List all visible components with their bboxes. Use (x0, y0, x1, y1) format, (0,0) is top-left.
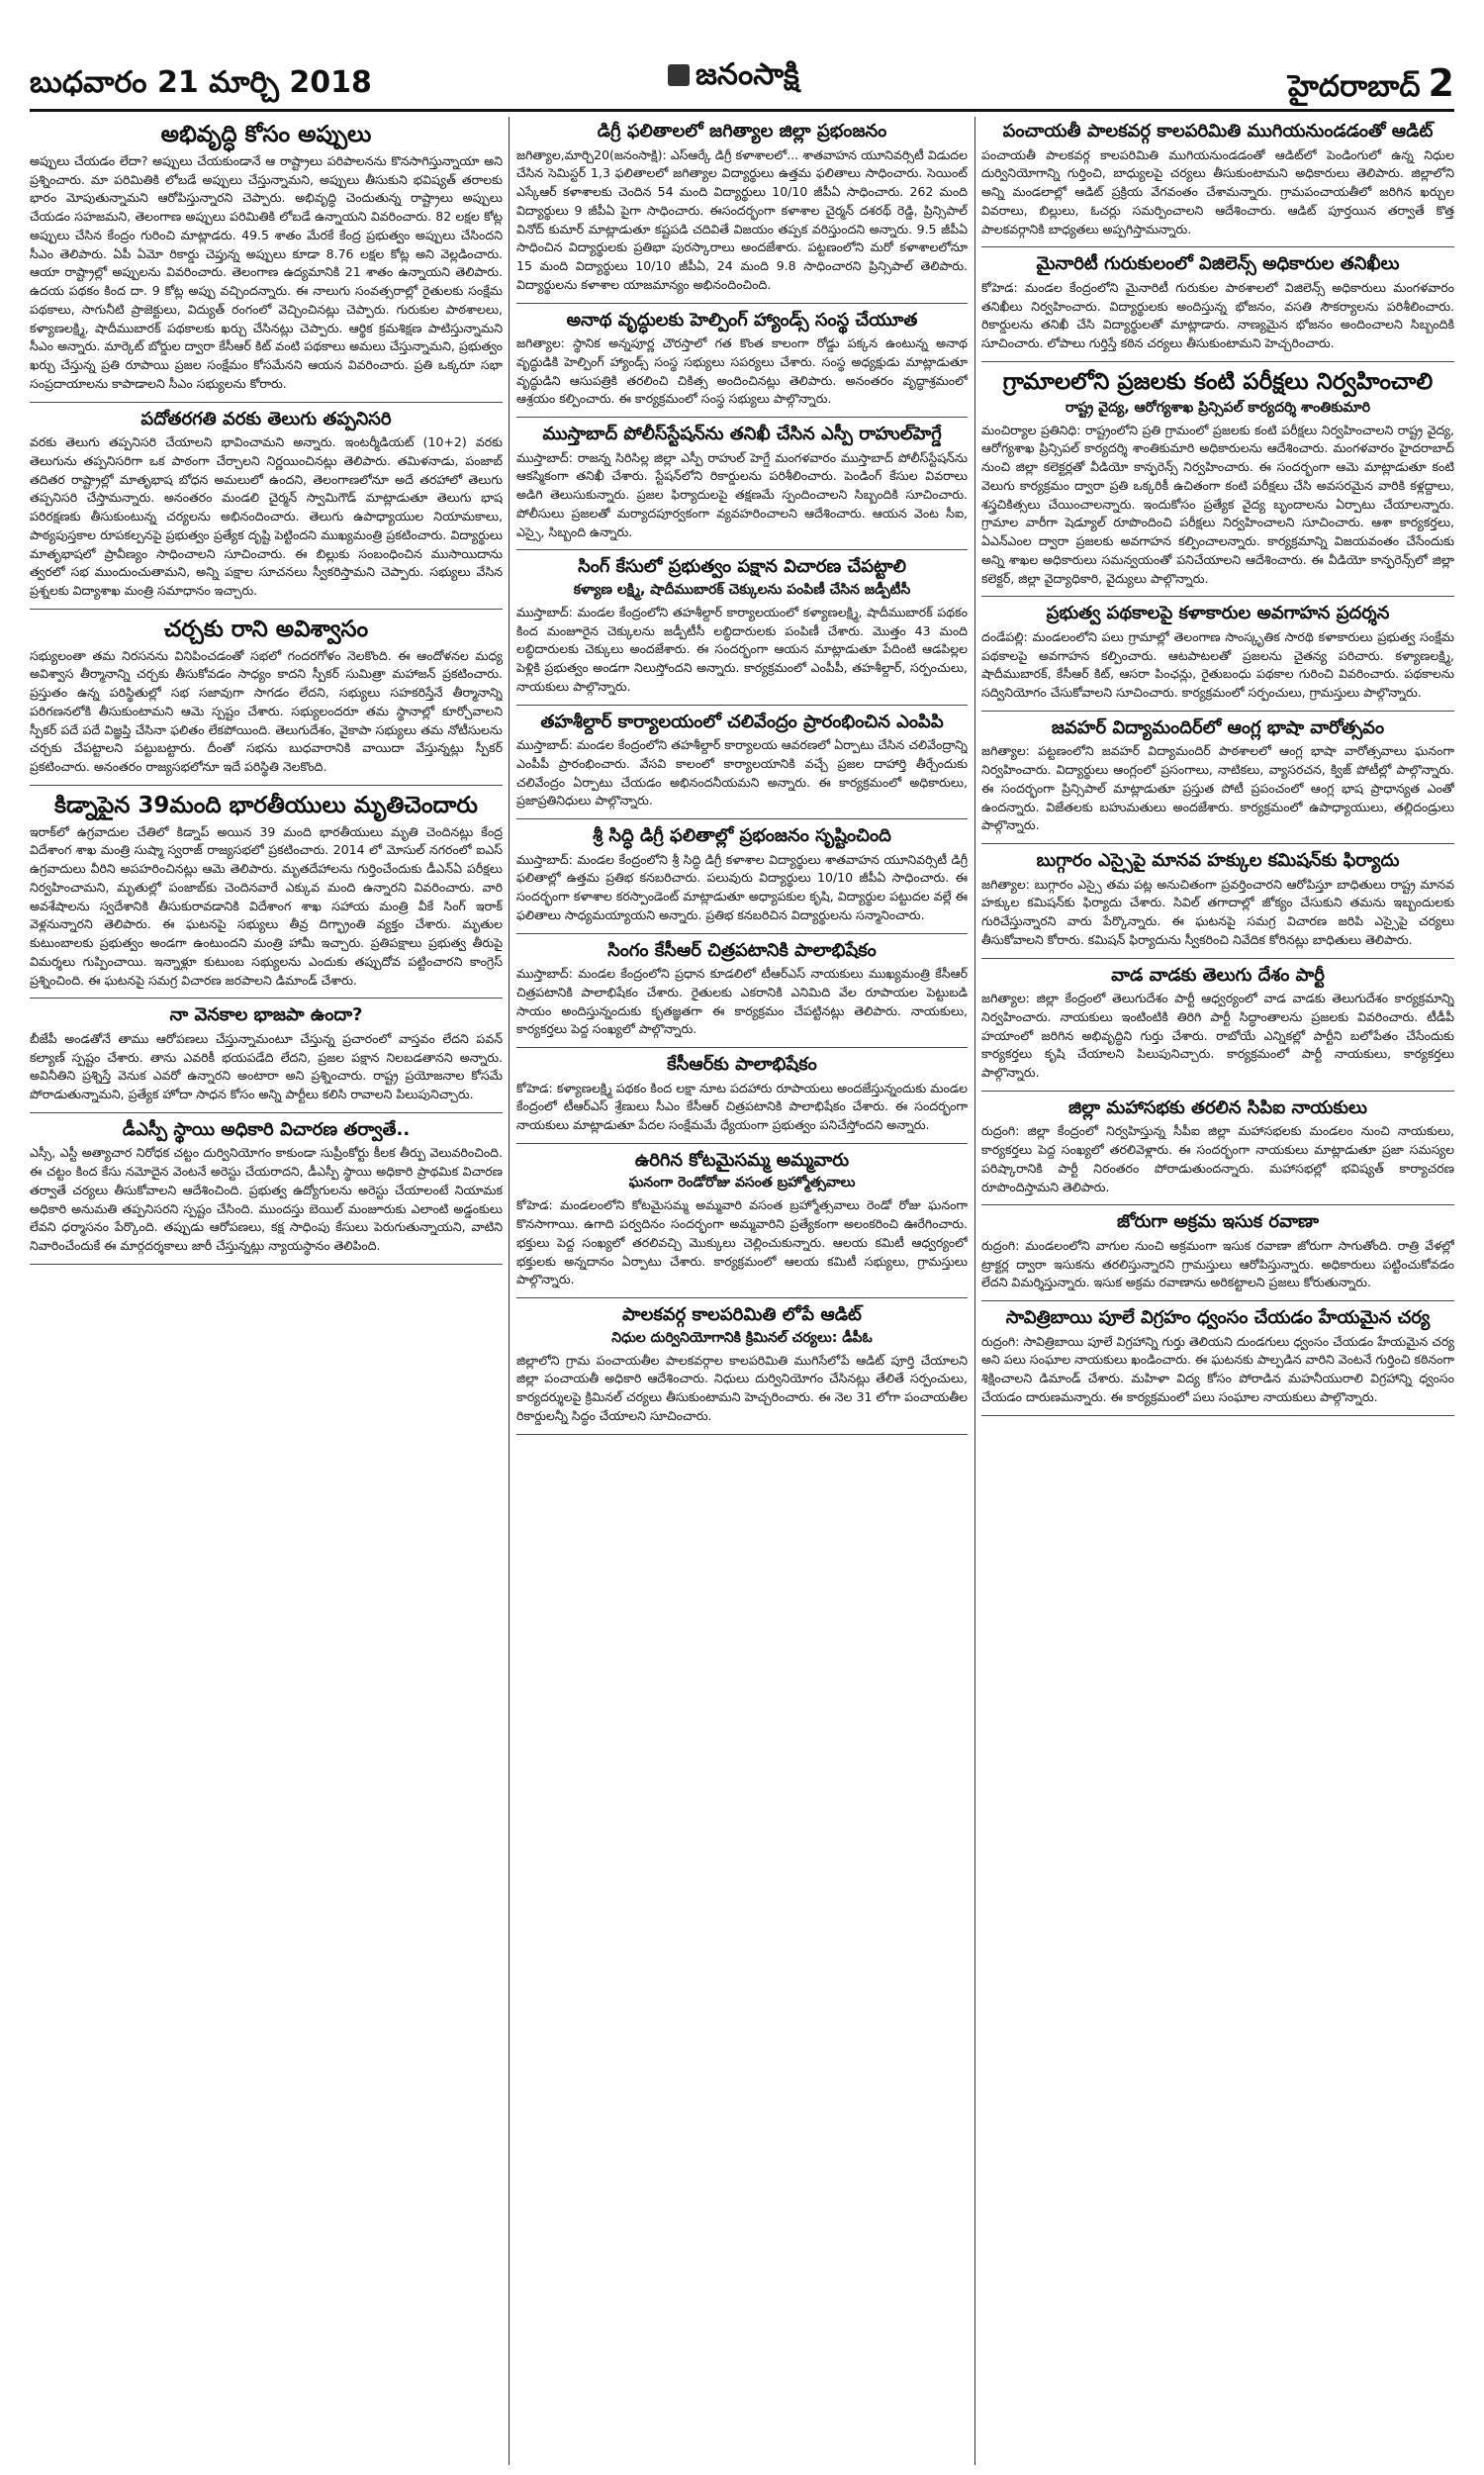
city-name: హైదరాబాద్ (1287, 69, 1421, 104)
article-body: సభ్యులంతా తమ నిరసనను వినిపించడంతో సభలో గందరగోళం నెలకొంది. ఈ ఆందోళనల మధ్య అవిశ్వాస తీర్మానాన్ని చర్చకు తీసుకోవడం సాధ్యం కాదని స్పీకర్ సుమిత్రా మహాజన్ ప్రకటించారు. ప్రస్తుతం ఉన్న పరిస్థితుల్లో సభ సజావుగా సాగడం లేదని, సభ్యులు సహకరిస్తేనే తీర్మానాన్ని పరిగణనలోకి తీసుకుంటామని ఆమె స్పష్టం చేశారు. సభ్యులందరూ తమ స్థానాల్లో కూర్చోవాలని స్పీకర్ పదే పదే విజ్ఞప్తి చేసినా ఫలితం లేకపోయింది. తెలుగుదేశం, వైకాపా సభ్యులు తమ నోటీసులను చర్చకు చేపట్టాలని పట్టుబట్టారు. దీంతో సభను బుధవారానికి వాయిదా వేస్తున్నట్లు స్పీకర్ ప్రకటించారు. అనంతరం రాజ్యసభలోనూ ఇదే పరిస్థితి నెలకొంది. (30, 647, 503, 774)
news-article (30, 1119, 503, 1256)
article-subheadline: నిధుల దుర్వినియోగానికి క్రిమినల్ చర్యలు: డీపీఓ (611, 1329, 873, 1346)
article-headline: ఉరిగిన కోటమైసమ్మ అమ్మవారు (634, 1149, 850, 1171)
article-headline: ముస్తాబాద్ పోలీస్‌స్టేషన్‌ను తనిఖీ చేసిన ఎస్పీ రాహుల్‌హెగ్డే (542, 424, 942, 444)
paper-logo-icon (668, 64, 690, 86)
article-headline: ప్రభుత్వ పథకాలపై కళాకారుల అవగాహన ప్రదర్శన (1046, 603, 1390, 624)
news-article (30, 616, 503, 777)
article-headline: అభివృద్ధి కోసం అప్పులు (160, 122, 372, 147)
article-separator (981, 843, 1454, 844)
article-separator (30, 785, 503, 786)
article-body: కోహెడ: కళ్యాణలక్ష్మి పథకం కింద లక్షా నూట పదహారు రూపాయలు అందజేస్తున్నందుకు మండల కేంద్రంలో టీఆర్ఎస్ శ్రేణులు సీఎం కేసీఆర్ చిత్రపటానికి పాలాభిషేకం చేశారు. ఈ సందర్భంగా నాయకులు మాట్లాడుతూ పేదల సంక్షేమమే ధ్యేయంగా ప్రభుత్వం పనిచేస్తోందని అన్నారు. (516, 1080, 968, 1132)
news-article (516, 940, 968, 1040)
article-separator (981, 1300, 1454, 1301)
news-article (30, 1004, 503, 1104)
article-body: జగిత్యాల: బుగ్గారం ఎస్సై తమ పట్ల అనుచితంగా ప్రవర్తించారని ఆరోపిస్తూ బాధితులు రాష్ట్ర మానవ హక్కుల కమిషన్‌కు ఫిర్యాదు చేశారు. సివిల్ తగాదాల్లో జోక్యం చేసుకుని తమను ఇబ్బందులకు గురిచేస్తున్నారని వారు పేర్కొన్నారు. ఈ ఘటనపై సమగ్ర విచారణ జరిపి ఎస్సైపై చర్యలు తీసుకోవాలని కోరారు. కమిషన్ ఫిర్యాదును స్వీకరించి నివేదిక కోరినట్లు బాధితులు తెలిపారు. (981, 876, 1454, 947)
article-body: జగిత్యాల,మార్చి20(జనంసాక్షి): ఎస్ఆర్కే డిగ్రీ కళాశాలలో... శాతవాహన యూనివర్సిటీ విడుదల చేసిన సెమిస్టర్ 1,3 ఫలితాలలో జగిత్యాల విద్యార్థులు ఉత్తమ ఫలితాలు సాధించారు. సెయింట్ ఎస్కేఆర్ కళాశాలకు చెందిన 54 మంది విద్యార్థులు 10/10 జీపీఏ సాధించారు. 262 మంది విద్యార్థులు 9 జీపీఏ పైగా సాధించారు. ఈసందర్భంగా కళాశాల చైర్మన్ దశరథ్ రెడ్డి, ప్రిన్సిపాల్ వినోద్ కుమార్ మాట్లాడుతూ కష్టపడి చదివితే విజయం తప్పక వరిస్తుందని అన్నారు. 9.5 జీపీఏ సాధించిన విద్యార్థులకు ప్రతిభా పురస్కారాలు అందజేశారు. పట్టణంలోని మరో కళాశాలలోనూ 15 మంది విద్యార్థులు 10/10 జీపీఏ, 24 మంది 9.8 సాధించారని ప్రిన్సిపాల్ తెలిపారు. విద్యార్థులను కళాశాల యాజమాన్యం అభినందించింది. (516, 146, 968, 292)
article-headline: పంచాయతీ పాలకవర్గ కాలపరిమితి ముగియనుండడంతో ఆడిట్ (1002, 121, 1434, 142)
issue-date: బుధవారం 21 మార్చి 2018 (30, 65, 372, 100)
article-body: పంచాయతీ పాలకవర్గ కాలపరిమితి ముగియనుండడంతో ఆడిట్‌లో పెండింగులో ఉన్న నిధుల దుర్వినియోగాన్ని గుర్తించి, బాధ్యులపై చర్యలు తీసుకుంటామని అధికారులు తెలిపారు. జిల్లాలోని అన్ని మండలాల్లో ఆడిట్ ప్రక్రియ వేగవంతం చేశామన్నారు. గ్రామపంచాయతీలో జరిగిన ఖర్చుల వివరాలు, బిల్లులు, ఓచర్లు సమర్పించాలని ఆదేశించారు. ఆడిట్ పూర్తయిన తర్వాతే కొత్త పాలకవర్గానికి బాధ్యతలు అప్పగిస్తామన్నారు. (981, 146, 1454, 237)
article-headline: తహశీల్దార్ కార్యాలయంలో చలివేంద్రం ప్రారంభించిన ఎంపిపి (540, 711, 944, 732)
article-separator (981, 1204, 1454, 1205)
news-article (516, 1150, 968, 1289)
news-article (516, 1054, 968, 1135)
page-number: 2 (1428, 61, 1454, 105)
news-article (516, 1304, 968, 1426)
article-body: జగిత్యాల: జిల్లా కేంద్రంలో తెలుగుదేశం పార్టీ ఆధ్వర్యంలో వాడ వాడకు తెలుగుదేశం కార్యక్రమాన్ని నిర్వహించారు. నాయకులు ఇంటింటికి తిరిగి పార్టీ సిద్ధాంతాలను ప్రజలకు వివరించారు. టీడీపీ హయాంలో జరిగిన అభివృద్ధిని గుర్తు చేశారు. రాబోయే ఎన్నికల్లో పార్టీని బలోపేతం చేసేందుకు కార్యకర్తలు కృషి చేయాలని పిలుపునిచ్చారు. కార్యక్రమంలో పార్టీ నాయకులు, కార్యకర్తలు పాల్గొన్నారు. (981, 991, 1454, 1080)
article-separator (981, 1415, 1454, 1416)
article-body: ఎస్సీ, ఎస్టీ అత్యాచార నిరోధక చట్టం దుర్వినియోగం కాకుండా సుప్రీంకోర్టు కీలక తీర్పు వెలువరించింది. ఈ చట్టం కింద కేసు నమోదైన వెంటనే అరెస్టు చేయరాదని, డీఎస్పీ స్థాయి అధికారి ప్రాథమిక విచారణ తర్వాతే చర్యలు తీసుకోవాలని ఆదేశించింది. ప్రభుత్వ ఉద్యోగులను అరెస్టు చేయాలంటే నియామక అధికారి అనుమతి తప్పనిసరని స్పష్టం చేసింది. ముందస్తు బెయిల్ మంజూరుకు ఎలాంటి అడ్డంకులు లేవని ధర్మాసనం పేర్కొంది. తప్పుడు ఆరోపణలు, కక్ష సాధింపు కేసులు పెరుగుతున్నాయని, వాటిని నివారించేందుకే ఈ మార్గదర్శకాలు జారీ చేస్తున్నట్లు న్యాయస్థానం తెలిపింది. (30, 1145, 503, 1253)
article-body: మంచిర్యాల ప్రతినిధి: రాష్ట్రంలోని ప్రతి గ్రామంలో ప్రజలకు కంటి పరీక్షలు నిర్వహించాలని రాష్ట్ర వైద్య, ఆరోగ్యశాఖ ప్రిన్సిపల్ కార్యదర్శి శాంతికుమారి అధికారులను ఆదేశించారు. మంగళవారం హైదరాబాద్ నుంచి జిల్లా కలెక్టర్లతో వీడియో కాన్ఫరెన్స్ నిర్వహించారు. ఈ సందర్భంగా ఆమె మాట్లాడుతూ కంటి వెలుగు కార్యక్రమం ద్వారా ప్రతి ఒక్కరికీ ఉచితంగా కంటి పరీక్షలు చేసి అవసరమైన వారికి కళ్లద్దాలు, శస్త్రచికిత్సలు చేయించాలన్నారు. ఇందుకోసం ప్రత్యేక వైద్య బృందాలను ఏర్పాటు చేయాలన్నారు. గ్రామాల వారీగా షెడ్యూల్ రూపొందించి పరీక్షలు నిర్వహించాలని సూచించారు. ఆశా కార్యకర్తలు, ఏఎన్ఎంల ద్వారా ప్రజలకు అవగాహన కల్పించాలన్నారు. కార్యక్రమాన్ని విజయవంతం చేసేందుకు అన్ని శాఖల అధికారులు సమన్వయంతో పనిచేయాలని ఆదేశించారు. ఈ వీడియో కాన్ఫరెన్స్‌లో జిల్లా కలెక్టర్, జిల్లా వైద్యాధికారి, వైద్యులు పాల్గొన్నారు. (981, 422, 1454, 586)
article-separator (516, 1047, 968, 1048)
article-body: వరకు తెలుగు తప్పనిసరి చేయాలని భావించామని అన్నారు. ఇంటర్మీడియట్ (10+2) వరకు తెలుగును తప్పనిసరిగా ఒక పాఠంగా చేర్చాలని నిర్ణయించినట్లు తెలిపారు. తమిళనాడు, పంజాబ్ తదితర రాష్ట్రాల్లో మాతృభాష బోధన అమలులో ఉందని, తెలంగాణలోనూ అదే తరహాలో తెలుగు తప్పనిసరి చేస్తామన్నారు. అనంతరం మండలి చైర్మన్ స్వామిగౌడ్ మాట్లాడుతూ తెలుగు భాష పరిరక్షణకు తీసుకుంటున్న చర్యలను అభినందించారు. తెలుగు ఉపాధ్యాయుల నియామకాలు, పాఠ్యపుస్తకాల రూపకల్పనపై ప్రభుత్వం ప్రత్యేక దృష్టి పెట్టిందని ముఖ్యమంత్రి ప్రకటించారు. విద్యార్థులు మాతృభాషలో ప్రావీణ్యం సాధించాలని సూచించారు. ఈ బిల్లుకు సంబంధించిన ముసాయిదాను త్వరలో సభ ముందుంచుతామని, అన్ని పక్షాల సూచనలు స్వీకరిస్తామని చెప్పారు. సభ్యులు వేసిన ప్రశ్నలకు విద్యాశాఖ మంత్రి సమాధానం ఇచ్చారు. (30, 434, 503, 598)
article-body: జగిత్యాల: స్థానిక అన్నపూర్ణ చౌరస్తాలో గత కొంత కాలంగా రోడ్డు పక్కన ఉంటున్న అనాథ వృద్ధుడికి హెల్పింగ్ హ్యాండ్స్ సంస్థ సభ్యులు సపర్యలు చేశారు. సంస్థ అధ్యక్షుడు మాట్లాడుతూ వృద్ధుడిని ఆసుపత్రికి తరలించి చికిత్స అందించినట్లు తెలిపారు. అనంతరం వృద్ధాశ్రమంలో ఆశ్రయం కల్పించారు. ఈ కార్యక్రమంలో సంస్థ సభ్యులు పాల్గొన్నారు. (516, 335, 968, 407)
article-headline: కేసీఆర్‌కు పాలాభిషేకం (667, 1054, 817, 1075)
article-headline: చర్చకు రాని అవిశ్వాసం (163, 616, 369, 642)
article-headline: శ్రీ సిద్ధి డిగ్రీ ఫలితాల్లో ప్రభంజనం సృష్టించింది (593, 825, 891, 846)
news-article (516, 712, 968, 811)
article-body: రుద్రంగి: జిల్లా కేంద్రంలో నిర్వహిస్తున్న సీపీఐ జిల్లా మహాసభలకు మండలం నుంచి నాయకులు, కార్యకర్తలు పెద్ద సంఖ్యలో తరలివెళ్లారు. ఈ సందర్భంగా నాయకులు మాట్లాడుతూ ప్రజా సమస్యల పరిష్కారానికి పార్టీ నిరంతరం పోరాడుతుందన్నారు. మహాసభల్లో భవిష్యత్ కార్యాచరణ రూపొందిస్తామని తెలిపారు. (981, 1123, 1454, 1194)
article-headline: వాడ వాడకు తెలుగు దేశం పార్టీ (1111, 964, 1325, 986)
article-body: కోహెడ: మండల కేంద్రంలోని మైనారిటీ గురుకుల పాఠశాలలో విజిలెన్స్ అధికారులు మంగళవారం తనిఖీలు నిర్వహించారు. విద్యార్థులకు అందిస్తున్న భోజనం, వసతి సౌకర్యాలను పరిశీలించారు. రికార్డులను తనిఖీ చేసి విద్యార్థులతో మాట్లాడారు. నాణ్యమైన భోజనం అందించాలని సిబ్బందికి సూచించారు. లోపాలు గుర్తిస్తే కఠిన చర్యలు తీసుకుంటామని హెచ్చరించారు. (981, 279, 1454, 350)
article-body: దండేపల్లి: మండలంలోని పలు గ్రామాల్లో తెలంగాణ సాంస్కృతిక సారథి కళాకారులు ప్రభుత్వ సంక్షేమ పథకాలపై అవగాహన కల్పించారు. ఆటపాటలతో ప్రజలను చైతన్య పరిచారు. కళ్యాణలక్ష్మి, షాదీముబారక్, కేసీఆర్ కిట్, ఆసరా పింఛన్లు, రైతుబంధు పథకాల గురించి వివరించారు. పథకాలను సద్వినియోగం చేసుకోవాలని సూచించారు. కార్యక్రమంలో సర్పంచులు, గ్రామస్తులు పాల్గొన్నారు. (981, 628, 1454, 700)
article-headline: జిల్లా మహాసభకు తరలిన సిపిఐ నాయకులు (1068, 1096, 1367, 1118)
column-divider (509, 117, 510, 2465)
article-body: రుద్రంగి: మండలంలోని వాగుల నుంచి అక్రమంగా ఇసుక రవాణా జోరుగా సాగుతోంది. రాత్రి వేళల్లో ట్రాక్టర్ల ద్వారా ఇసుకను తరలిస్తున్నారని గ్రామస్తులు ఆరోపిస్తున్నారు. అధికారులు పట్టించుకోవడం లేదని విమర్శిస్తున్నారు. ఇసుక అక్రమ రవాణాను అరికట్టాలని ప్రజలు కోరుతున్నారు. (981, 1237, 1454, 1290)
article-body: ముస్తాబాద్: మండల కేంద్రంలోని శ్రీ సిద్ధి డిగ్రీ కళాశాల విద్యార్థులు శాతవాహన యూనివర్సిటీ డిగ్రీ ఫలితాల్లో ఉత్తమ ప్రతిభ కనబరిచారు. పలువురు విద్యార్థులు 10/10 జీపీఏ సాధించారు. ఈ సందర్భంగా కళాశాల కరస్పాండెంట్ మాట్లాడుతూ అధ్యాపకుల కృషి, విద్యార్థుల పట్టుదల వల్లే ఈ ఫలితాలు సాధ్యమయ్యాయని అన్నారు. ప్రతిభ కనబరిచిన విద్యార్థులను సన్మానించారు. (516, 851, 968, 922)
article-separator (516, 1297, 968, 1298)
article-separator (516, 303, 968, 304)
article-body: జిల్లాలోని గ్రామ పంచాయతీల పాలకవర్గాల కాలపరిమితి ముగిసేలోపే ఆడిట్ పూర్తి చేయాలని జిల్లా పంచాయతీ అధికారి ఆదేశించారు. నిధులు దుర్వినియోగం చేసినట్లు తేలితే సర్పంచులు, కార్యదర్శులపై క్రిమినల్ చర్యలు తీసుకుంటామని హెచ్చరించారు. ఈ నెల 31 లోగా పంచాయతీల రికార్డులన్నీ సిద్ధం చేయాలని సూచించారు. (516, 1352, 968, 1423)
news-article (516, 556, 968, 696)
news-article (981, 1211, 1454, 1292)
article-body: రుద్రంగి: సావిత్రిబాయి పూలే విగ్రహాన్ని గుర్తు తెలియని దుండగులు ధ్వంసం చేయడం హేయమైన చర్య అని పలు సంఘాల నాయకులు ఖండించారు. ఈ ఘటనకు పాల్పడిన వారిని వెంటనే గుర్తించి కఠినంగా శిక్షించాలని డిమాండ్ చేశారు. మహిళా విద్య కోసం పోరాడిన మహనీయురాలి విగ్రహాన్ని ధ్వంసం చేయడం దారుణమన్నారు. ఈ కార్యక్రమంలో పలు సంఘాల నాయకులు పాల్గొన్నారు. (981, 1333, 1454, 1404)
news-article (981, 850, 1454, 950)
article-headline: సింగ్‌ కేసులో ప్రభుత్వం పక్షాన విచారణ చేపట్టాలి (578, 556, 906, 578)
article-body: ముస్తాబాద్: రాజన్న సిరిసిల్ల జిల్లా ఎస్పీ రాహుల్ హెగ్డే మంగళవారం ముస్తాబాద్ పోలీస్‌స్టేషన్‌ను ఆకస్మికంగా తనిఖీ చేశారు. స్టేషన్‌లోని రికార్డులను పరిశీలించారు. పెండింగ్ కేసుల వివరాలు అడిగి తెలుసుకున్నారు. ప్రజల ఫిర్యాదులపై తక్షణమే స్పందించాలని సిబ్బందికి సూచించారు. పోలీసులు ప్రజలతో మర్యాదపూర్వకంగా వ్యవహరించాలని ఆదేశించారు. ఆయన వెంట సీఐ, ఎస్సై, సిబ్బంది ఉన్నారు. (516, 449, 968, 539)
news-article (516, 121, 968, 295)
article-headline: కిడ్నాపైన 39మంది భారతీయులు మృతిచెందారు (53, 792, 478, 818)
article-separator (516, 705, 968, 706)
article-body: ముస్తాబాద్: మండల కేంద్రంలోని తహశీల్దార్ కార్యాలయంలో కళ్యాణలక్ష్మి, షాదీముబారక్ పథకం కింద మంజూరైన చెక్కులను జడ్పీటీసీ లబ్ధిదారులకు పంపిణీ చేశారు. మొత్తం 43 మంది లబ్ధిదారులకు చెక్కులు అందజేశారు. ఈ సందర్భంగా ఆయన మాట్లాడుతూ పేదింటి ఆడపిల్లల పెళ్లికి ప్రభుత్వం అండగా నిలుస్తోందని అన్నారు. కార్యక్రమంలో ఎంపీపీ, తహశీల్దార్, సర్పంచులు, నాయకులు పాల్గొన్నారు. (516, 604, 968, 694)
article-subheadline: కళ్యాణ లక్ష్మి, షాదీముబారక్ చెక్కులను పంపిణీ చేసిన జడ్పీటీసీ (573, 581, 911, 598)
article-separator (30, 1112, 503, 1113)
article-separator (30, 609, 503, 610)
news-article (30, 792, 503, 991)
article-headline: జవహర్ విద్యామందిర్‌లో ఆంగ్ల భాషా వారోత్సవం (1051, 716, 1385, 738)
news-article (516, 424, 968, 541)
column-left (30, 117, 503, 2465)
column-middle (516, 117, 968, 2465)
article-headline: డిగ్రీ ఫలితాలలో జగిత్యాల జిల్లా ప్రభంజనం (597, 121, 887, 142)
article-headline: గ్రామాలలోని ప్రజలకు కంటి పరీక్షలు నిర్వహించాలి (1002, 368, 1434, 395)
article-separator (516, 1434, 968, 1435)
article-headline: డీఎస్పీ స్థాయి అధికారి విచారణ తర్వాతే.. (122, 1118, 411, 1140)
article-separator (30, 1264, 503, 1265)
article-headline: నా వెనకాల భాజపా ఉందా? (169, 1004, 363, 1026)
article-headline: జోరుగా అక్రమ ఇసుక రవాణా (1117, 1211, 1319, 1233)
article-body: కోహెడ: మండలంలోని కోటమైసమ్మ అమ్మవారి వసంత బ్రహ్మోత్సవాలు రెండో రోజు ఘనంగా కొనసాగాయి. ఉగాది పర్వదినం సందర్భంగా అమ్మవారిని ప్రత్యేకంగా అలంకరించి ఊరేగించారు. భక్తులు పెద్ద సంఖ్యలో తరలివచ్చి మొక్కులు చెల్లించుకున్నారు. ఆలయ కమిటీ ఆధ్వర్యంలో భక్తులకు అన్నదానం ఏర్పాటు చేశారు. కార్యక్రమంలో ఆలయ కమిటీ సభ్యులు, గ్రామస్తులు పాల్గొన్నారు. (516, 1197, 968, 1287)
edition-city (1288, 61, 1454, 111)
column-divider (974, 117, 975, 2465)
article-separator (981, 1091, 1454, 1092)
article-separator (981, 711, 1454, 712)
news-article (981, 965, 1454, 1083)
article-headline: మైనారిటీ గురుకులంలో విజిలెన్స్ అధికారుల తనిఖీలు (1036, 253, 1400, 275)
article-headline: సింగం కేసీఆర్ చిత్రపటానికి పాలాభిషేకం (607, 939, 877, 961)
news-article (516, 310, 968, 410)
article-body: జగిత్యాల: పట్టణంలోని జవహర్ విద్యామందిర్ పాఠశాలలో ఆంగ్ల భాషా వారోత్సవాలు ఘనంగా నిర్వహించారు. విద్యార్థులు ఆంగ్లంలో ప్రసంగాలు, నాటికలు, వ్యాసరచన, క్విజ్ పోటీల్లో పాల్గొన్నారు. ఈ సందర్భంగా ప్రిన్సిపాల్ మాట్లాడుతూ ప్రస్తుత పోటీ ప్రపంచంలో ఆంగ్ల భాష ప్రాధాన్యత ఎంతో ఉందన్నారు. విజేతలకు బహుమతులు అందజేశారు. కార్యక్రమంలో ఉపాధ్యాయులు, తల్లిదండ్రులు పాల్గొన్నారు. (981, 743, 1454, 833)
article-body: ముస్తాబాద్: మండల కేంద్రంలోని ప్రధాన కూడలిలో టీఆర్ఎస్ నాయకులు ముఖ్యమంత్రి కేసీఆర్ చిత్రపటానికి పాలాభిషేకం చేశారు. రైతులకు ఎకరానికి ఎనిమిది వేల రూపాయల పెట్టుబడి సాయం అందిస్తున్నందుకు కృతజ్ఞతగా ఈ కార్యక్రమం చేపట్టినట్లు తెలిపారు. నాయకులు, కార్యకర్తలు పెద్ద సంఖ్యలో పాల్గొన్నారు. (516, 966, 968, 1037)
article-separator (30, 402, 503, 403)
article-body: ఇరాక్‌లో ఉగ్రవాదుల చేతిలో కిడ్నాప్ అయిన 39 మంది భారతీయులు మృతి చెందినట్లు కేంద్ర విదేశాంగ శాఖ మంత్రి సుష్మా స్వరాజ్ రాజ్యసభలో ప్రకటించారు. 2014 లో మోసుల్ నగరంలో ఐఎస్ ఉగ్రవాదులు వీరిని అపహరించినట్లు ఆమె తెలిపారు. మృతదేహాలను గుర్తించేందుకు డీఎన్ఏ పరీక్షలు నిర్వహించామని, మృతుల్లో పంజాబ్‌కు చెందినవారే ఎక్కువ మంది ఉన్నారని వివరించారు. వారి అవశేషాలను స్వదేశానికి తీసుకురావడానికి విదేశాంగ శాఖ సహాయ మంత్రి వీకే సింగ్ ఇరాక్ వెళ్లనున్నారని తెలిపారు. ఈ ఘటనపై సభ్యులు తీవ్ర దిగ్భ్రాంతి వ్యక్తం చేశారు. మృతుల కుటుంబాలకు ప్రభుత్వం అండగా ఉంటుందని మంత్రి హామీ ఇచ్చారు. ప్రతిపక్షాలు ప్రభుత్వ తీరుపై విమర్శలు గుప్పించాయి. ఇన్నాళ్లూ కుటుంబ సభ్యులను ఎందుకు తప్పుదోవ పట్టించారని కాంగ్రెస్ ప్రశ్నించింది. ఈ ఘటనపై సమగ్ర విచారణ జరపాలని డిమాండ్ చేశారు. (30, 823, 503, 988)
article-body: బీజేపీ అండతోనే తాము ఆరోపణలు చేస్తున్నామంటూ చేస్తున్న ప్రచారంలో వాస్తవం లేదని పవన్ కల్యాణ్ స్పష్టం చేశారు. తాను ఎవరికీ భయపడేది లేదని, ప్రజల పక్షాన నిలబడతానని అన్నారు. అవినీతిని ప్రశ్నిస్తే వెనుక ఎవరో ఉన్నారని అంటారా అని ప్రశ్నించారు. రాష్ట్ర ప్రయోజనాల కోసమే పోరాడుతున్నామని, ప్రత్యేక హోదా సాధన కోసం అన్ని పార్టీలు కలిసి రావాలని పిలుపునిచ్చారు. (30, 1030, 503, 1101)
article-subheadline: రాష్ట్ర వైద్య, ఆరోగ్యశాఖ ప్రిన్సిపల్ కార్యదర్శి శాంతికుమారి (1065, 399, 1371, 416)
article-separator (981, 246, 1454, 247)
news-article (516, 825, 968, 925)
article-separator (516, 933, 968, 934)
article-separator (30, 998, 503, 999)
news-article (981, 368, 1454, 589)
article-subheadline: ఘనంగా రెండోరోజు వసంత బ్రహ్మోత్సవాలు (628, 1175, 856, 1191)
article-body: ముస్తాబాద్: మండల కేంద్రంలోని తహశీల్దార్ కార్యాలయ ఆవరణలో ఏర్పాటు చేసిన చలివేంద్రాన్ని ఎంపీపీ ప్రారంభించారు. వేసవి కాలంలో కార్యాలయానికి వచ్చే ప్రజల దాహార్తి తీర్చేందుకు చలివేంద్రం ఏర్పాటు చేయడం అభినందనీయమని అన్నారు. ఈ కార్యక్రమంలో అధికారులు, ప్రజాప్రతినిధులు పాల్గొన్నారు. (516, 737, 968, 809)
article-separator (981, 958, 1454, 959)
article-separator (516, 818, 968, 819)
news-article (981, 253, 1454, 353)
masthead (30, 49, 1454, 112)
article-separator (516, 549, 968, 550)
article-headline: పదోతరగతి వరకు తెలుగు తప్పనిసరి (140, 408, 392, 429)
news-article (981, 1097, 1454, 1197)
news-article (981, 603, 1454, 703)
article-headline: బుగ్గారం ఎస్సైపై మానవ హక్కుల కమిషన్‌కు ఫిర్యాదు (1036, 850, 1400, 871)
article-headline: పాలకవర్గ కాలపరిమితి లోపే ఆడిట్ (622, 1304, 862, 1325)
paper-name (668, 57, 799, 99)
article-headline: అనాథ వృద్ధులకు హెల్పింగ్ హ్యాండ్స్ సంస్థ చేయూత (566, 309, 918, 331)
article-separator (516, 1143, 968, 1144)
column-right (981, 117, 1454, 2465)
article-separator (981, 596, 1454, 597)
news-article (981, 121, 1454, 238)
news-article (981, 717, 1454, 835)
article-headline: సావిత్రిబాయి పూలే విగ్రహం ధ్వంసం చేయడం హేయమైన చర్య (1005, 1307, 1431, 1328)
article-separator (981, 361, 1454, 362)
article-separator (516, 417, 968, 418)
news-article (30, 409, 503, 601)
article-body: అప్పులు చేయడం లేదా? అప్పులు చేయకుండానే ఆ రాష్ట్రాలు పరిపాలనను కొనసాగిస్తున్నాయా అని ప్రశ్నించారు. మా పరిమితికి లోబడే అప్పులు చేస్తున్నామని, అప్పులు తీసుకుని భవిష్యత్ తరాలకు భారం మోపుతున్నామని ఆరోపిస్తున్నారని చెప్పారు. అభివృద్ధి చెందుతున్న రాష్ట్రాలు అప్పులు చేయడం సహజమని, తెలంగాణ అప్పులు పరిమితికి లోబడే ఉన్నాయని వివరించారు. 82 లక్షల కోట్ల అప్పులు చేసిన కేంద్రం గురించి మాట్లాడరు. 49.5 శాతం మేరకే కేంద్ర ప్రభుత్వం అప్పులు చేసిందని సీఎం తెలిపారు. ఏపీ ఏమో రికార్డు చెప్తున్న అప్పులు కూడా 8.76 లక్షల కోట్ల అని వెల్లడించారు. ఆయా రాష్ట్రాల్లో అప్పులను వివరించారు. తెలంగాణ ఉద్యమానికి 21 శాతం ఉన్నాయని తెలిపారు. ఉదయ పథకం కింద దా. 9 కోట్ల అప్పు వచ్చిందన్నారు. ఈ నాలుగు సంవత్సరాల్లో రైతులకు సంక్షేమ పథకాలు, సాగునీటి ప్రాజెక్టులు, విద్యుత్ రంగంలో వెచ్చించినట్లు చెప్పారు. గురుకుల పాఠశాలలు, కళ్యాణలక్ష్మి, షాదీముబారక్ పథకాలకు ఖర్చు చేసినట్లు చెప్పారు. ఆర్థిక క్రమశిక్షణ పాటిస్తున్నామని సీఎం అన్నారు. మార్కెట్ బోర్డుల ద్వారా కేసీఆర్ కిట్ వంటి పథకాలు అమలు చేస్తున్నామని, ప్రభుత్వం ఖర్చు చేస్తున్న ప్రతి రూపాయి ప్రజల సంక్షేమం కోసమేనని ఆయన వివరించారు. ప్రతి ఒక్కరూ సభా సంప్రదాయాలను కాపాడాలని సీఎం సభ్యులను కోరారు. (30, 152, 503, 391)
news-article (981, 1307, 1454, 1407)
paper-name-text: జనంసాక్షి (696, 57, 799, 92)
news-article (30, 121, 503, 394)
